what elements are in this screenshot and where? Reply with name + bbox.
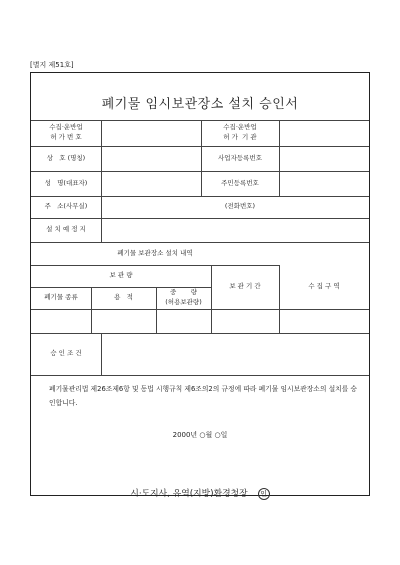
authority-name: 시·도지사, 유역(지방)환경청장 xyxy=(130,489,248,499)
grid-line xyxy=(101,333,102,375)
section-title: 폐기물 보관장소 설치 내역 xyxy=(117,248,193,257)
waste-type-header: 폐기물 종류 xyxy=(44,293,78,302)
resident-number-label: 주민등록번호 xyxy=(221,178,259,187)
representative-name-label: 성 명(대표자) xyxy=(44,178,88,187)
grid-line xyxy=(101,120,102,242)
grid-line xyxy=(31,309,369,310)
seal-mark: 인 xyxy=(258,488,270,500)
permit-agency-label: 수집·운반업 허 가 기 관 xyxy=(223,123,257,141)
storage-period-header: 보 관 기 간 xyxy=(229,282,261,291)
form-number: [별지 제51호] xyxy=(30,61,74,69)
phone-label: (전화번호) xyxy=(224,202,256,211)
document-title: 폐기물 임시보관장소 설치 승인서 xyxy=(101,97,299,112)
storage-amount-header: 보 관 량 xyxy=(109,271,133,280)
install-place-label: 설 치 예 정 지 xyxy=(46,225,86,234)
approval-notice: 폐기물관리법 제26조제6항 및 동법 시행규칙 제6조의2의 규정에 따라 폐기물 임시보관장소의 설치를 승인합니다. xyxy=(49,385,358,407)
issue-date: 2000년 ○월 ○일 xyxy=(172,431,228,439)
approval-form xyxy=(30,72,370,499)
grid-line xyxy=(279,120,280,196)
approval-conditions-label: 승 인 조 건 xyxy=(50,349,82,358)
weight-header: 중 량 (허용보관량) xyxy=(165,288,202,306)
business-number-label: 사업자등록번호 xyxy=(218,153,262,162)
grid-line xyxy=(31,375,369,376)
issuing-authority xyxy=(31,486,369,500)
collection-zone-header: 수 집 구 역 xyxy=(308,282,340,291)
permit-number-label: 수집·운반업 허 가 번 호 xyxy=(49,123,83,141)
address-label: 주 소(사무실) xyxy=(44,202,88,211)
trade-name-label: 상 호 (명칭) xyxy=(46,153,86,162)
volume-header: 용 적 xyxy=(114,293,133,302)
